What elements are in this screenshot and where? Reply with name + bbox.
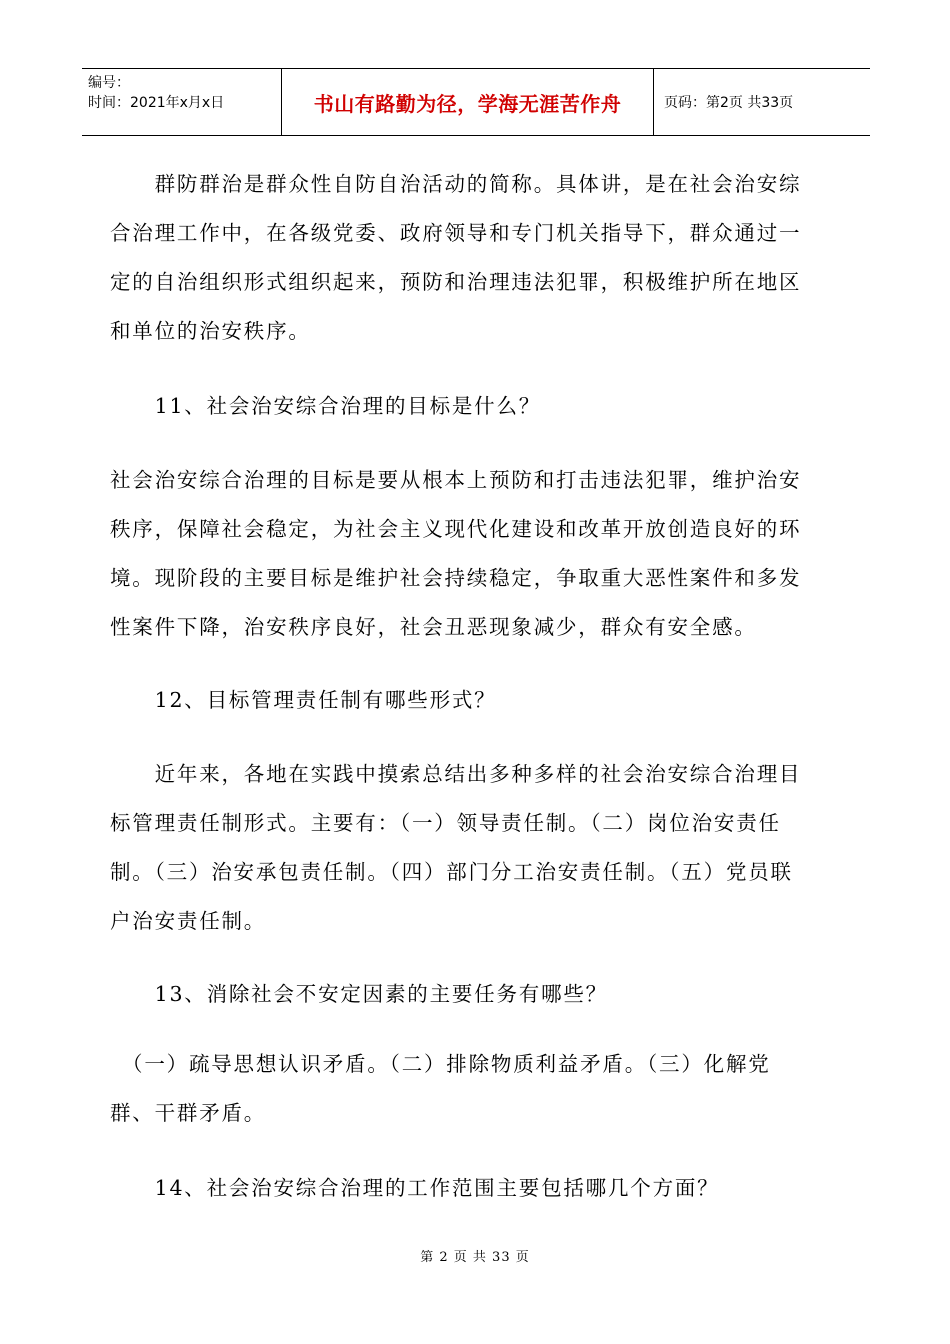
header-page-info: 页码：第2页 共33页 [664, 95, 794, 111]
question-11: 11、社会治安综合治理的目标是什么？ [110, 394, 542, 418]
answer-12: 近年来，各地在实践中摸索总结出多种多样的社会治安综合治理目标管理责任制形式。主要有：（一）领导责任制。（二）岗位治安责任制。（三）治安承包责任制。（四）部门分工治安责任制。（五）党员联户治安责任制。 [110, 762, 802, 933]
header-motto: 书山有路勤为径，学海无涯苦作舟 [282, 69, 654, 135]
number-label: 编号： [88, 75, 130, 91]
question-12: 12、目标管理责任制有哪些形式？ [110, 688, 497, 712]
paragraph-qunfang: 群防群治是群众性自防自治活动的简称。具体讲，是在社会治安综合治理工作中，在各级党委、政府领导和专门机关指导下，群众通过一定的自治组织形式组织起来，预防和治理违法犯罪，积极维护所在地区和单位的治安秩序。 [110, 172, 802, 343]
header-meta [82, 69, 282, 135]
answer-11: 社会治安综合治理的目标是要从根本上预防和打击违法犯罪，维护治安秩序，保障社会稳定，为社会主义现代化建设和改革开放创造良好的环境。现阶段的主要目标是维护社会持续稳定，争取重大恶性案件和多发性案件下降，治安秩序良好，社会丑恶现象减少，群众有安全感。 [110, 468, 802, 639]
question-13: 13、消除社会不安定因素的主要任务有哪些？ [110, 982, 608, 1006]
page-header [82, 68, 870, 136]
page-footer: 第 2 页 共 33 页 [420, 1250, 530, 1265]
answer-13: （一）疏导思想认识矛盾。（二）排除物质利益矛盾。（三）化解党群、干群矛盾。 [110, 1052, 771, 1125]
date-label: 时间：2021年x月x日 [88, 95, 225, 111]
question-14: 14、社会治安综合治理的工作范围主要包括哪几个方面？ [110, 1176, 720, 1200]
